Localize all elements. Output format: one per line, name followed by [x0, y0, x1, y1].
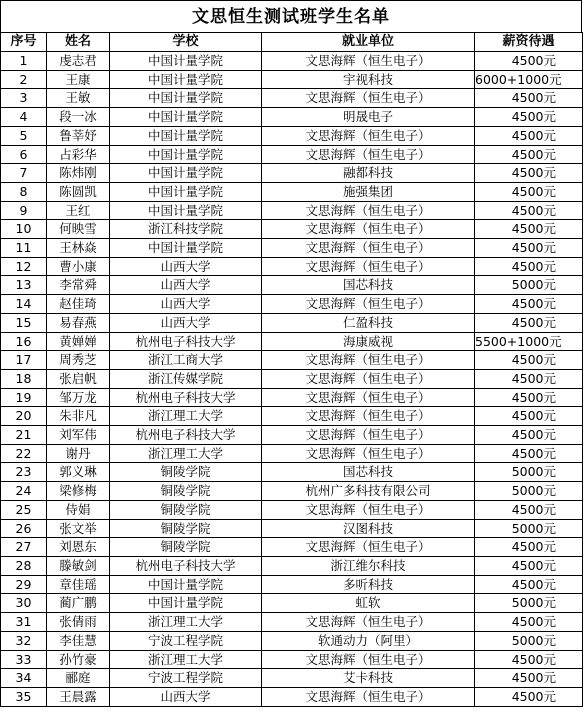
cell-salary: 4500元	[475, 369, 583, 388]
cell-school: 铜陵学院	[110, 538, 262, 557]
cell-name: 王敏	[47, 89, 110, 108]
cell-name: 张倩雨	[47, 613, 110, 632]
cell-name: 陈炜刚	[47, 164, 110, 183]
table-row	[1, 70, 583, 89]
student-table	[0, 32, 583, 707]
table-row	[1, 164, 583, 183]
cell-school: 中国计量学院	[110, 201, 262, 220]
table-row	[1, 407, 583, 426]
table-row	[1, 613, 583, 632]
table-row	[1, 594, 583, 613]
table-row	[1, 500, 583, 519]
cell-school: 浙江理工大学	[110, 650, 262, 669]
cell-index: 28	[1, 556, 47, 575]
cell-name: 邹万龙	[47, 388, 110, 407]
cell-name: 王晨露	[47, 687, 110, 706]
cell-name: 章佳瑶	[47, 575, 110, 594]
cell-school: 宁波工程学院	[110, 631, 262, 650]
cell-school: 山西大学	[110, 313, 262, 332]
table-row	[1, 201, 583, 220]
cell-school: 浙江理工大学	[110, 613, 262, 632]
cell-employer: 杭州广多科技有限公司	[262, 482, 475, 501]
table-row	[1, 369, 583, 388]
table-row	[1, 463, 583, 482]
cell-index: 30	[1, 594, 47, 613]
cell-employer: 浙江维尔科技	[262, 556, 475, 575]
cell-name: 朱非凡	[47, 407, 110, 426]
cell-employer: 宇视科技	[262, 70, 475, 89]
cell-employer: 文思海辉（恒生电子）	[262, 444, 475, 463]
cell-salary: 5000元	[475, 276, 583, 295]
cell-index: 14	[1, 295, 47, 314]
cell-salary: 4500元	[475, 687, 583, 706]
table-row	[1, 126, 583, 145]
table-row	[1, 631, 583, 650]
cell-salary: 5500+1000元	[475, 332, 583, 351]
cell-school: 铜陵学院	[110, 519, 262, 538]
table-row	[1, 538, 583, 557]
cell-name: 蔺广鹏	[47, 594, 110, 613]
cell-name: 张文举	[47, 519, 110, 538]
cell-employer: 文思海辉（恒生电子）	[262, 257, 475, 276]
cell-employer: 文思海辉（恒生电子）	[262, 52, 475, 71]
cell-employer: 文思海辉（恒生电子）	[262, 407, 475, 426]
cell-index: 5	[1, 126, 47, 145]
cell-name: 黄婵婵	[47, 332, 110, 351]
cell-employer: 仁盈科技	[262, 313, 475, 332]
table-row	[1, 239, 583, 258]
header-salary: 薪资待遇	[475, 33, 583, 52]
cell-school: 铜陵学院	[110, 482, 262, 501]
cell-name: 梁修梅	[47, 482, 110, 501]
cell-index: 32	[1, 631, 47, 650]
cell-school: 中国计量学院	[110, 594, 262, 613]
cell-name: 段一冰	[47, 108, 110, 127]
cell-index: 1	[1, 52, 47, 71]
cell-employer: 海康威视	[262, 332, 475, 351]
table-row	[1, 145, 583, 164]
cell-salary: 4500元	[475, 351, 583, 370]
cell-salary: 4500元	[475, 613, 583, 632]
cell-school: 中国计量学院	[110, 126, 262, 145]
cell-school: 中国计量学院	[110, 575, 262, 594]
cell-salary: 5000元	[475, 482, 583, 501]
cell-employer: 文思海辉（恒生电子）	[262, 650, 475, 669]
cell-employer: 汉图科技	[262, 519, 475, 538]
cell-school: 浙江科技学院	[110, 220, 262, 239]
cell-name: 谢丹	[47, 444, 110, 463]
cell-employer: 文思海辉（恒生电子）	[262, 126, 475, 145]
cell-salary: 4500元	[475, 257, 583, 276]
cell-employer: 明晟电子	[262, 108, 475, 127]
table-row	[1, 276, 583, 295]
cell-salary: 5000元	[475, 519, 583, 538]
cell-index: 4	[1, 108, 47, 127]
cell-employer: 文思海辉（恒生电子）	[262, 145, 475, 164]
table-row	[1, 220, 583, 239]
cell-name: 鲁莘妤	[47, 126, 110, 145]
cell-school: 中国计量学院	[110, 182, 262, 201]
cell-salary: 4500元	[475, 126, 583, 145]
table-row	[1, 426, 583, 445]
cell-name: 侍娟	[47, 500, 110, 519]
cell-salary: 4500元	[475, 220, 583, 239]
cell-school: 中国计量学院	[110, 89, 262, 108]
cell-name: 刘恩东	[47, 538, 110, 557]
cell-salary: 4500元	[475, 538, 583, 557]
cell-index: 24	[1, 482, 47, 501]
cell-employer: 文思海辉（恒生电子）	[262, 89, 475, 108]
cell-index: 15	[1, 313, 47, 332]
cell-index: 22	[1, 444, 47, 463]
cell-name: 张启帆	[47, 369, 110, 388]
cell-salary: 4500元	[475, 556, 583, 575]
cell-school: 杭州电子科技大学	[110, 388, 262, 407]
table-row	[1, 351, 583, 370]
cell-name: 王康	[47, 70, 110, 89]
cell-employer: 文思海辉（恒生电子）	[262, 201, 475, 220]
cell-employer: 国芯科技	[262, 463, 475, 482]
cell-name: 孙竹豪	[47, 650, 110, 669]
table-row	[1, 687, 583, 706]
cell-index: 26	[1, 519, 47, 538]
header-row	[1, 33, 583, 52]
cell-name: 陈圆凯	[47, 182, 110, 201]
cell-salary: 4500元	[475, 239, 583, 258]
table-row	[1, 332, 583, 351]
cell-name: 占彩华	[47, 145, 110, 164]
header-school: 学校	[110, 33, 262, 52]
table-row	[1, 89, 583, 108]
cell-school: 山西大学	[110, 257, 262, 276]
table-row	[1, 650, 583, 669]
cell-school: 杭州电子科技大学	[110, 332, 262, 351]
cell-index: 34	[1, 669, 47, 688]
cell-employer: 文思海辉（恒生电子）	[262, 351, 475, 370]
cell-salary: 5000元	[475, 463, 583, 482]
cell-salary: 4500元	[475, 89, 583, 108]
cell-index: 20	[1, 407, 47, 426]
table-row	[1, 313, 583, 332]
cell-salary: 4500元	[475, 313, 583, 332]
cell-salary: 4500元	[475, 108, 583, 127]
cell-index: 8	[1, 182, 47, 201]
cell-salary: 5000元	[475, 631, 583, 650]
cell-school: 山西大学	[110, 276, 262, 295]
table-row	[1, 257, 583, 276]
cell-name: 周秀芝	[47, 351, 110, 370]
cell-employer: 多听科技	[262, 575, 475, 594]
table-row	[1, 556, 583, 575]
table-row	[1, 444, 583, 463]
cell-salary: 4500元	[475, 145, 583, 164]
cell-name: 李佳慧	[47, 631, 110, 650]
cell-school: 中国计量学院	[110, 70, 262, 89]
cell-salary: 4500元	[475, 182, 583, 201]
cell-school: 浙江传媒学院	[110, 369, 262, 388]
cell-index: 31	[1, 613, 47, 632]
cell-employer: 文思海辉（恒生电子）	[262, 613, 475, 632]
table-row	[1, 295, 583, 314]
header-employer: 就业单位	[262, 33, 475, 52]
cell-index: 16	[1, 332, 47, 351]
cell-school: 中国计量学院	[110, 108, 262, 127]
cell-index: 17	[1, 351, 47, 370]
cell-school: 杭州电子科技大学	[110, 426, 262, 445]
cell-index: 35	[1, 687, 47, 706]
cell-salary: 4500元	[475, 500, 583, 519]
table-row	[1, 108, 583, 127]
cell-school: 浙江理工大学	[110, 407, 262, 426]
cell-salary: 4500元	[475, 444, 583, 463]
cell-name: 赵佳琦	[47, 295, 110, 314]
table-row	[1, 669, 583, 688]
cell-index: 3	[1, 89, 47, 108]
cell-index: 12	[1, 257, 47, 276]
header-index: 序号	[1, 33, 47, 52]
cell-index: 21	[1, 426, 47, 445]
cell-index: 33	[1, 650, 47, 669]
cell-employer: 虹软	[262, 594, 475, 613]
table-row	[1, 519, 583, 538]
cell-employer: 艾卡科技	[262, 669, 475, 688]
cell-salary: 4500元	[475, 426, 583, 445]
cell-name: 易春燕	[47, 313, 110, 332]
cell-index: 19	[1, 388, 47, 407]
cell-name: 李常舜	[47, 276, 110, 295]
cell-school: 山西大学	[110, 295, 262, 314]
cell-employer: 文思海辉（恒生电子）	[262, 220, 475, 239]
table-row	[1, 575, 583, 594]
cell-employer: 文思海辉（恒生电子）	[262, 538, 475, 557]
cell-index: 27	[1, 538, 47, 557]
cell-school: 浙江工商大学	[110, 351, 262, 370]
cell-salary: 4500元	[475, 650, 583, 669]
cell-salary: 4500元	[475, 164, 583, 183]
cell-index: 11	[1, 239, 47, 258]
cell-employer: 国芯科技	[262, 276, 475, 295]
cell-salary: 4500元	[475, 407, 583, 426]
cell-salary: 4500元	[475, 575, 583, 594]
table-row	[1, 482, 583, 501]
cell-index: 6	[1, 145, 47, 164]
cell-salary: 4500元	[475, 388, 583, 407]
cell-index: 7	[1, 164, 47, 183]
cell-name: 曹小康	[47, 257, 110, 276]
cell-school: 宁波工程学院	[110, 669, 262, 688]
cell-name: 滕敏剑	[47, 556, 110, 575]
cell-salary: 4500元	[475, 201, 583, 220]
sheet-title: 文思恒生测试班学生名单	[0, 0, 582, 32]
cell-salary: 5000元	[475, 594, 583, 613]
cell-school: 中国计量学院	[110, 52, 262, 71]
cell-school: 浙江理工大学	[110, 444, 262, 463]
cell-employer: 文思海辉（恒生电子）	[262, 500, 475, 519]
cell-employer: 文思海辉（恒生电子）	[262, 295, 475, 314]
cell-name: 郭义琳	[47, 463, 110, 482]
cell-school: 山西大学	[110, 687, 262, 706]
cell-school: 中国计量学院	[110, 145, 262, 164]
cell-index: 10	[1, 220, 47, 239]
cell-name: 何映雪	[47, 220, 110, 239]
cell-school: 铜陵学院	[110, 463, 262, 482]
cell-name: 刘军伟	[47, 426, 110, 445]
cell-employer: 文思海辉（恒生电子）	[262, 426, 475, 445]
cell-name: 郦庭	[47, 669, 110, 688]
cell-index: 2	[1, 70, 47, 89]
header-name: 姓名	[47, 33, 110, 52]
cell-employer: 施强集团	[262, 182, 475, 201]
cell-index: 23	[1, 463, 47, 482]
cell-name: 王红	[47, 201, 110, 220]
cell-salary: 4500元	[475, 295, 583, 314]
cell-salary: 4500元	[475, 52, 583, 71]
cell-index: 25	[1, 500, 47, 519]
cell-school: 杭州电子科技大学	[110, 556, 262, 575]
cell-school: 中国计量学院	[110, 239, 262, 258]
cell-index: 9	[1, 201, 47, 220]
cell-employer: 文思海辉（恒生电子）	[262, 369, 475, 388]
table-row	[1, 388, 583, 407]
cell-name: 王林焱	[47, 239, 110, 258]
table-row	[1, 182, 583, 201]
cell-salary: 4500元	[475, 669, 583, 688]
cell-school: 铜陵学院	[110, 500, 262, 519]
cell-employer: 融都科技	[262, 164, 475, 183]
cell-index: 18	[1, 369, 47, 388]
cell-salary: 6000+1000元	[475, 70, 583, 89]
cell-name: 虔志君	[47, 52, 110, 71]
cell-employer: 文思海辉（恒生电子）	[262, 388, 475, 407]
cell-index: 13	[1, 276, 47, 295]
table-row	[1, 52, 583, 71]
cell-employer: 文思海辉（恒生电子）	[262, 239, 475, 258]
cell-employer: 文思海辉（恒生电子）	[262, 687, 475, 706]
cell-school: 中国计量学院	[110, 164, 262, 183]
cell-index: 29	[1, 575, 47, 594]
cell-employer: 软通动力（阿里）	[262, 631, 475, 650]
